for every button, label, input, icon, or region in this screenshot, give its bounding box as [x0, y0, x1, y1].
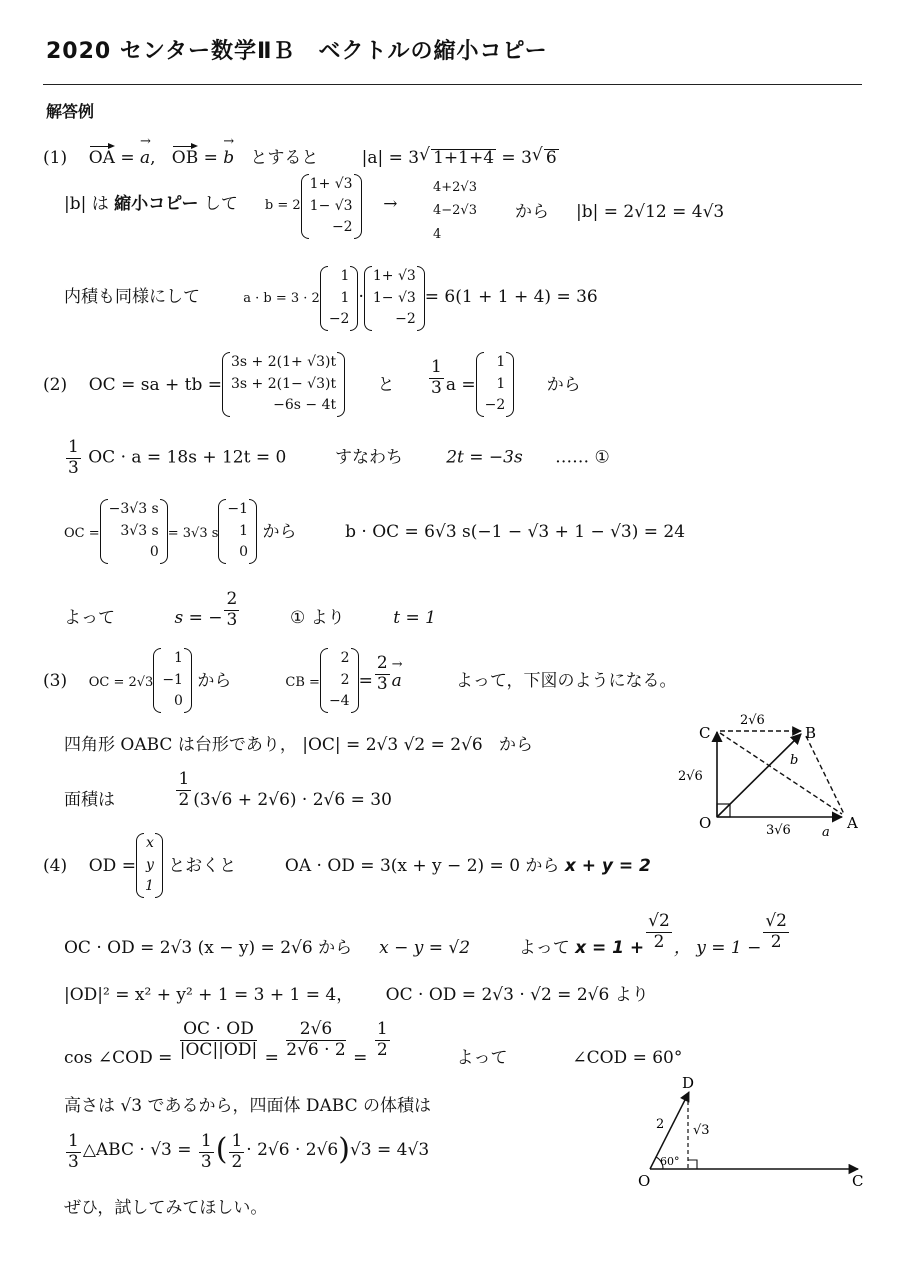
p1-b-eq: b = 2	[264, 198, 301, 213]
p4-x-plus-y: x + y = 2	[564, 856, 651, 876]
p3-norm-oc: |OC| = 2√3 √2 = 2√6	[302, 735, 483, 755]
eq: =	[358, 671, 373, 691]
label-od-length: 2	[656, 1117, 665, 1132]
p1-kara: から	[515, 202, 549, 222]
matrix-cell: −6s − 4t	[273, 397, 337, 414]
p4-oc-dot-od: OC · OD = 2√3 (x − y) = 2√6	[64, 937, 313, 958]
eq: =	[120, 148, 135, 168]
p2-oc-lhs: OC =	[64, 526, 100, 541]
matrix-cell: −4	[328, 693, 350, 710]
eq: =	[353, 1047, 368, 1068]
p2-line4	[64, 590, 436, 630]
section-heading: 解答例	[46, 102, 95, 121]
p2-t-eq: t = 1	[393, 607, 436, 628]
matrix-cell: 1− √3	[309, 197, 353, 214]
p2-oc-dot-a: OC · a = 18s + 12t = 0	[88, 447, 287, 468]
denominator: |OC||OD|	[179, 1039, 258, 1060]
denominator: 2	[376, 1039, 388, 1060]
matrix-cell: y	[145, 856, 154, 873]
p4-norm-od: |OD|² = x² + y² + 1 = 3 + 1 = 4，	[64, 985, 354, 1005]
p4-fraction-cos-2	[286, 1020, 346, 1060]
denominator: 3	[226, 609, 238, 630]
denominator: 3	[68, 1151, 79, 1172]
matrix-cell: −3√3 s	[108, 501, 159, 517]
p4-oc-dot-od-2: OC · OD = 2√3 · √2 = 2√6	[385, 985, 610, 1005]
numerator: 2	[226, 589, 238, 609]
p3-fraction	[375, 654, 390, 694]
paren-open: (	[215, 1131, 228, 1167]
numerator: 1	[68, 437, 79, 457]
matrix-cell: 1	[340, 289, 350, 306]
p4-fraction-half	[375, 1020, 390, 1060]
p3-oc: OC = 2√3	[88, 675, 154, 690]
label-bottom-length: 3√6	[766, 823, 791, 838]
p4-triangle-expr: △ABC · √3 =	[82, 1139, 192, 1160]
numerator: 1	[200, 1131, 212, 1151]
label-b: B	[805, 724, 817, 742]
p1-line2	[64, 176, 398, 239]
vec-ob: OB	[172, 144, 198, 167]
p2-number: (2)	[43, 375, 68, 395]
right-angle-mark-2	[688, 1160, 697, 1169]
title-divider	[43, 84, 862, 85]
p4-line5	[64, 1098, 431, 1115]
numerator: 2√6	[286, 1020, 346, 1041]
label-o-2: O	[638, 1172, 651, 1190]
p1-matrix-a	[320, 266, 359, 331]
numerator: 1	[376, 1019, 388, 1039]
p1-eq2: = 3	[501, 148, 532, 168]
p4-paren-body: · 2√6 · 2√6	[246, 1139, 339, 1160]
p4-x-minus-y: x − y = √2	[379, 937, 471, 958]
matrix-cell: x	[145, 835, 154, 851]
matrix-cell: 1	[174, 650, 183, 666]
p3-line2	[64, 737, 533, 754]
p4-line3	[64, 987, 649, 1004]
p4-x-eq: x = 1 +	[575, 937, 645, 958]
p2-eq-1: 2t = −3s	[446, 447, 523, 468]
p3-fraction-half	[176, 770, 191, 810]
p2-yotte: よって	[64, 607, 115, 628]
p4-fraction-cos	[180, 1020, 257, 1060]
label-a: A	[847, 814, 858, 832]
p4-fraction-third	[66, 1132, 81, 1172]
p2-sunawachi: すなわち	[334, 447, 403, 468]
matrix-cell: −2	[484, 397, 506, 414]
matrix-cell: 3s + 2(1− √3)t	[231, 375, 337, 392]
numerator: √2	[648, 911, 670, 931]
p4-od: OD =	[88, 856, 136, 876]
p3-number: (3)	[43, 671, 68, 691]
p4-cos: cos ∠COD =	[64, 1047, 173, 1068]
label-c: C	[699, 724, 711, 742]
eq: =	[264, 1047, 279, 1068]
p4-closing-text: ぜひ，試してみてほしい。	[64, 1198, 268, 1218]
p2-ref-1: …… ①	[555, 447, 610, 468]
p2-oc-mid: = 3√3 s	[167, 526, 219, 541]
p3-kara-2: から	[498, 735, 533, 755]
matrix-cell: 2	[340, 650, 350, 666]
denominator: 3	[200, 1151, 212, 1172]
radical-1: √ 1+1+4	[431, 149, 496, 167]
numerator: 2	[376, 653, 388, 673]
p1-inner-product: a · b = 3 · 2	[243, 291, 320, 306]
vec-a: → a	[140, 150, 150, 167]
vec-a: → a	[392, 673, 402, 690]
column-cell: 4	[433, 226, 442, 242]
p2-to: と	[377, 375, 395, 395]
p3-text-yotte: よって，下図のようになる。	[455, 671, 677, 691]
matrix-cell: 1	[239, 522, 249, 539]
p4-kara-2: から	[318, 937, 353, 958]
p4-fraction-third-2	[199, 1132, 214, 1172]
p4-y-eq: ， y = 1 −	[673, 937, 762, 958]
vec-b: → b	[223, 150, 234, 167]
p3-text-menseki: 面積は	[64, 789, 115, 810]
p2-kara: から	[546, 375, 581, 395]
p1-text-shite: して	[203, 194, 238, 214]
denominator: 3	[68, 457, 79, 478]
denominator: 2√6 · 2	[286, 1039, 346, 1060]
right-arrow: →	[383, 194, 398, 214]
matrix-cell: 1	[144, 878, 154, 895]
denominator: 2	[231, 1151, 243, 1172]
p4-yori: より	[614, 985, 649, 1005]
p4-fraction-y	[763, 912, 789, 952]
numerator: 1	[231, 1131, 243, 1151]
label-top-length: 2√6	[740, 713, 765, 728]
p4-text-takasa: 高さは √3 であるから，四面体 DABC の体積は	[64, 1096, 431, 1116]
comma: ,	[150, 148, 156, 168]
p1-text-naiseki: 内積も同様にして	[64, 287, 200, 307]
p2-fraction-2	[66, 438, 81, 478]
matrix-cell: 0	[149, 544, 159, 561]
p4-kara: から	[525, 856, 560, 876]
p4-yotte-2: よって	[456, 1047, 508, 1068]
p1-matrix-b	[301, 174, 362, 239]
p4-fraction-half-2	[229, 1132, 244, 1172]
matrix-cell: 3√3 s	[120, 522, 159, 539]
numerator: 1	[430, 357, 442, 377]
vec-oa: OA	[89, 144, 115, 167]
p2-oc-eq: OC = sa + tb =	[88, 375, 222, 395]
p4-yotte: よって	[518, 937, 570, 958]
p1-line2-right	[515, 204, 724, 221]
numerator: √2	[765, 911, 787, 931]
eq: =	[203, 148, 218, 168]
p2-fraction	[429, 358, 444, 398]
p2-fraction-s	[224, 590, 239, 630]
label-vec-b: b	[790, 753, 799, 768]
trapezoid-figure	[670, 706, 870, 846]
p1-text-ha: は	[91, 194, 109, 214]
column-cell: 4−2√3	[433, 203, 477, 219]
page-title: 2020 センター数学ⅡＢ ベクトルの縮小コピー	[46, 39, 548, 64]
paren-close: )	[338, 1131, 350, 1167]
label-vec-a: a	[822, 825, 830, 840]
p1-line1	[43, 144, 559, 167]
matrix-cell: 1− √3	[372, 289, 416, 306]
denominator: 2	[178, 789, 190, 810]
p4-volume-result: √3 = 4√3	[349, 1139, 430, 1160]
p3-area-expr: (3√6 + 2√6) · 2√6 = 30	[193, 789, 392, 810]
p2-ref-yori: ① より	[289, 607, 345, 628]
p4-matrix-od	[136, 833, 163, 898]
matrix-cell: −2	[328, 311, 350, 328]
p2-line3	[64, 499, 685, 564]
p2-kara-2: から	[262, 522, 297, 542]
matrix-cell: 1+ √3	[372, 268, 416, 284]
p4-text-okuto: とおくと	[168, 856, 237, 876]
p3-text-daikei: 四角形 OABC は台形であり，	[64, 735, 297, 755]
p4-line7	[64, 1200, 267, 1217]
p3-matrix-cb	[320, 648, 359, 713]
edge-ba	[806, 736, 844, 814]
column-cell: 4+2√3	[433, 180, 477, 195]
denominator: 3	[376, 673, 388, 694]
matrix-cell: 0	[239, 544, 249, 561]
numerator: 1	[178, 769, 190, 789]
p1-text-tosuruto: とすると	[250, 148, 319, 168]
p1-norm-a: |a| = 3	[361, 148, 420, 168]
denominator: 3	[430, 377, 442, 398]
p1-line3: 内積も同様にして $_{a \cdot b = 3 \cdot 2}$ 1 1 −2 · 1+ √3 1− √3 −2 = 6(1 + 1 + 4) = 36	[64, 266, 598, 331]
p4-fraction-x	[646, 912, 672, 952]
label-o: O	[699, 814, 712, 832]
label-height: √3	[693, 1123, 710, 1138]
p4-line2	[64, 911, 791, 958]
matrix-cell: −1	[162, 671, 183, 688]
denominator: 2	[653, 931, 665, 952]
p2-b-dot-oc: b · OC = 6√3 s(−1 − √3 + 1 − √3) = 24	[345, 522, 686, 542]
p2-matrix-a	[476, 352, 515, 417]
p1-column-values	[433, 176, 477, 246]
numerator: OC · OD	[180, 1020, 257, 1041]
p2-a-eq: a =	[445, 375, 476, 395]
p2-matrix-oc	[222, 352, 345, 417]
p3-matrix-oc	[153, 648, 192, 713]
p1-norm-b-result: |b| = 2√12 = 4√3	[576, 202, 725, 222]
matrix-cell: 2	[340, 671, 350, 688]
radical-6: √ 6	[544, 149, 559, 167]
matrix-cell: 1+ √3	[309, 176, 353, 192]
p1-inner-result: = 6(1 + 1 + 4) = 36	[424, 287, 598, 307]
matrix-cell: −2	[395, 311, 416, 328]
p3-kara: から	[197, 671, 232, 691]
p4-line6	[64, 1132, 429, 1172]
p1-matrix-b2	[364, 266, 425, 331]
p2-s-eq: s = −	[174, 607, 223, 628]
label-left-length: 2√6	[678, 769, 703, 784]
p1-norm-b: |b|	[64, 194, 87, 214]
p2-line1	[43, 352, 581, 417]
numerator: 1	[68, 1131, 79, 1151]
p4-line1	[43, 833, 651, 898]
p3-line3	[64, 770, 392, 810]
matrix-cell: −1	[227, 501, 249, 517]
matrix-cell: 3s + 2(1+ √3)t	[231, 354, 337, 370]
matrix-cell: 1	[496, 354, 506, 370]
label-angle: 60°	[660, 1155, 680, 1168]
label-d: D	[682, 1074, 695, 1092]
p4-angle-result: ∠COD = 60°	[572, 1047, 683, 1068]
p1-number: (1)	[43, 148, 68, 168]
p3-cb: CB =	[285, 675, 320, 690]
p2-matrix-n	[218, 499, 257, 564]
p1-bold-shukusho: 縮小コピー	[114, 194, 199, 214]
matrix-cell: 1	[340, 268, 350, 284]
matrix-cell: 0	[174, 693, 183, 710]
p4-number: (4)	[43, 856, 68, 876]
matrix-cell: 1	[496, 375, 506, 392]
p2-line2	[64, 438, 610, 478]
p4-line4	[64, 1019, 683, 1068]
label-c-2: C	[852, 1172, 864, 1190]
p2-matrix-oc2	[100, 499, 168, 564]
denominator: 2	[770, 931, 782, 952]
p4-oa-dot-od: OA · OD = 3(x + y − 2) = 0	[284, 856, 521, 876]
p3-line1	[43, 648, 677, 713]
matrix-cell: −2	[331, 219, 353, 236]
angle-figure	[630, 1072, 870, 1192]
